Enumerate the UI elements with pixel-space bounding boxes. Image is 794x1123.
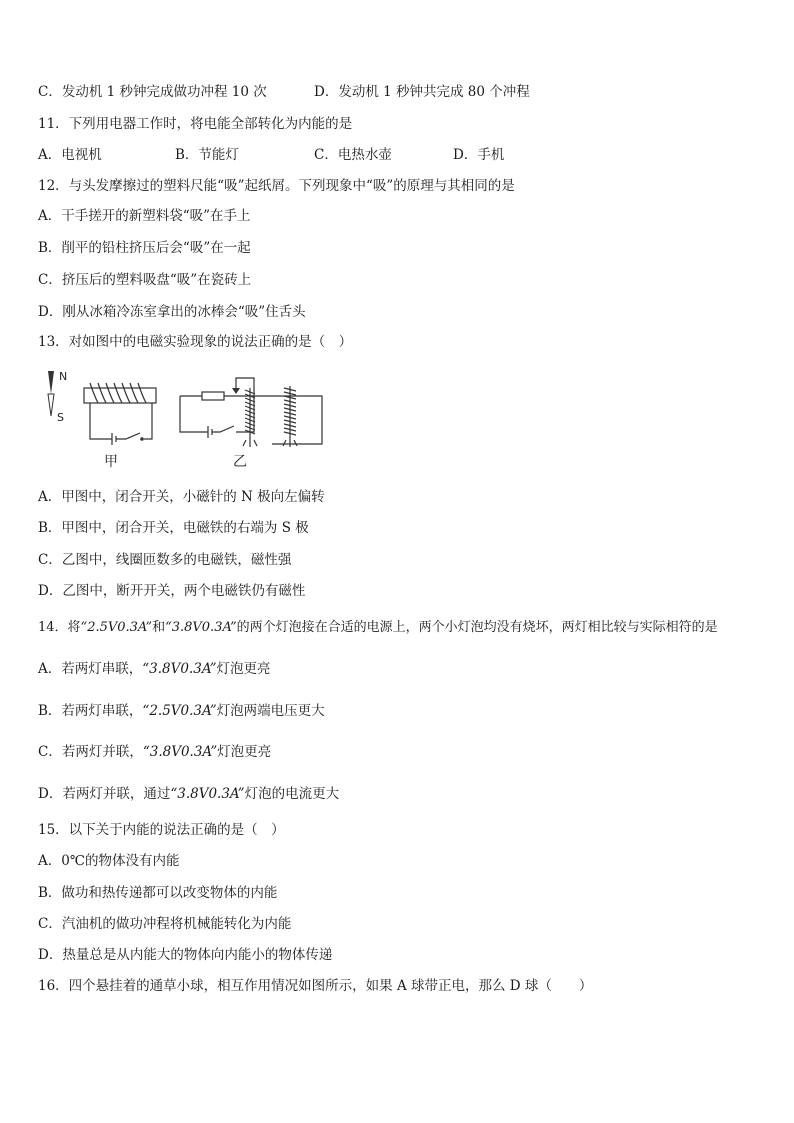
q14-suffix: 的两个灯泡接在合适的电源上，两个小灯泡均没有烧坏，两灯相比较与实际相符的是 (236, 620, 718, 635)
q12-option-a: A．干手搓开的新塑料袋“吸”在手上 (38, 208, 251, 224)
q14-c-lamp: “3.8V0.3A” (142, 744, 218, 760)
q11-option-d: D．手机 (453, 147, 505, 163)
q14-b-prefix: B．若两灯串联， (38, 703, 143, 719)
q13-figure (40, 366, 340, 474)
q15-option-b: B．做功和热传递都可以改变物体的内能 (38, 885, 278, 901)
q14-lamp-1: “2.5V0.3A” (80, 620, 153, 635)
q10-option-d: D．发动机 1 秒钟共完成 80 个冲程 (314, 84, 530, 100)
q11-option-a: A．电视机 (38, 147, 102, 163)
compass-needle (48, 370, 67, 424)
q15-stem: 15．以下关于内能的说法正确的是（ ） (38, 822, 285, 838)
q14-a-suffix: 灯泡更亮 (216, 661, 271, 677)
q14-option-d (38, 785, 339, 803)
q14-b-lamp: “2.5V0.3A” (142, 703, 217, 719)
q14-stem (38, 619, 718, 637)
q12-option-b: B．削平的铅柱挤压后会“吸”在一起 (38, 240, 251, 256)
q14-option-b (38, 702, 325, 720)
q14-option-c (38, 743, 271, 761)
q13-option-c: C．乙图中，线圈匝数多的电磁铁，磁性强 (38, 552, 292, 568)
q13-option-a: A．甲图中，闭合开关，小磁针的 N 极向左偏转 (38, 489, 325, 505)
caption-jia: 甲 (104, 454, 118, 470)
q12-option-c: C．挤压后的塑料吸盘“吸”在瓷砖上 (38, 272, 252, 288)
q14-a-lamp: “3.8V0.3A” (142, 661, 217, 677)
q12-option-d: D．刚从冰箱冷冻室拿出的冰棒会“吸”住舌头 (38, 304, 306, 320)
q14-b-suffix: 灯泡两端电压更大 (216, 703, 325, 719)
q15-option-a: A．0℃的物体没有内能 (38, 853, 180, 869)
circuit-jia (84, 383, 156, 445)
compass-s-label: S (57, 411, 64, 424)
q13-stem: 13．对如图中的电磁实验现象的说法正确的是（ ） (38, 334, 353, 350)
caption-yi: 乙 (233, 454, 247, 470)
q11-stem: 11．下列用电器工作时，将电能全部转化为内能的是 (38, 116, 353, 132)
circuit-yi (180, 378, 322, 447)
q14-d-suffix: 灯泡的电流更大 (244, 786, 340, 802)
q15-option-c: C．汽油机的做功冲程将机械能转化为内能 (38, 916, 292, 932)
q14-option-a (38, 660, 271, 678)
q14-and: 和 (152, 620, 166, 635)
q14-lamp-2: “3.8V0.3A” (165, 620, 237, 635)
q15-option-d: D．热量总是从内能大的物体向内能小的物体传递 (38, 947, 333, 963)
q13-option-b: B．甲图中，闭合开关，电磁铁的右端为 S 极 (38, 520, 309, 536)
q13-option-d: D．乙图中，断开开关，两个电磁铁仍有磁性 (38, 583, 306, 599)
q14-c-prefix: C．若两灯并联， (38, 744, 143, 760)
q12-stem: 12．与头发摩擦过的塑料尺能“吸”起纸屑。下列现象中“吸”的原理与其相同的是 (38, 178, 515, 194)
q14-d-prefix: D．若两灯并联，通过 (38, 786, 171, 802)
q10-option-c: C．发动机 1 秒钟完成做功冲程 10 次 (38, 84, 267, 100)
q14-prefix: 14．将 (38, 620, 81, 635)
q16-stem: 16．四个悬挂着的通草小球，相互作用情况如图所示，如果 A 球带正电，那么 D 球（ ） (38, 978, 593, 994)
q14-c-suffix: 灯泡更亮 (217, 744, 272, 760)
q11-option-c: C．电热水壶 (314, 147, 392, 163)
q14-a-prefix: A．若两灯串联， (38, 661, 143, 677)
q11-option-b: B．节能灯 (175, 147, 239, 163)
compass-n-label: N (59, 370, 68, 383)
q14-d-lamp: “3.8V0.3A” (170, 786, 245, 802)
